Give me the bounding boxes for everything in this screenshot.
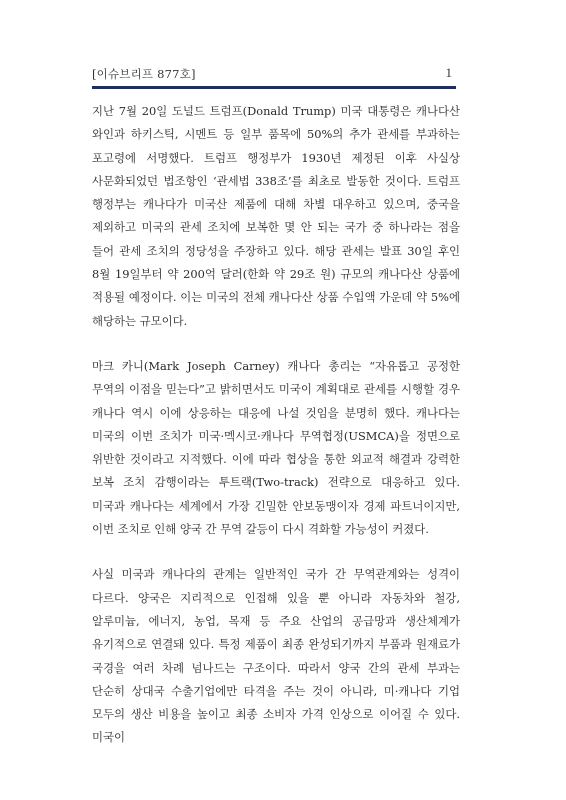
document-body xyxy=(92,100,460,750)
paragraph-2: 마크 카니(Mark Joseph Carney) 캐나다 총리는 “자유롭고 공정한 무역의 이점을 믿는다”고 밝히면서도 미국이 계획대로 관세를 시행할 경우 캐나다 역시 이에 상응하는 대응에 나설 것임을 분명히 했다. 캐나다는 미국의 이번 조치가 미국·멕시코·캐나다 무역협정(USMCA)을 정면으로 위반한 것이라고 지적했다. 이에 따라 협상을 통한 외교적 해결과 강력한 보복 조치 감행이라는 투트랙(Two-track) 전략으로 대응하고 있다. 미국과 캐나다는 세계에서 가장 긴밀한 안보동맹이자 경제 파트너이지만, 이번 조치로 인해 양국 간 무역 갈등이 다시 격화할 가능성이 커졌다. xyxy=(92,358,460,537)
paragraph-1: 지난 7월 20일 도널드 트럼프(Donald Trump) 미국 대통령은 캐나다산 와인과 하키스틱, 시멘트 등 일부 품목에 50%의 추가 관세를 부과하는 포고령에 서명했다. 트럼프 행정부가 1930년 제정된 이후 사실상 사문화되었던 법조항인 ‘관세법 338조’를 최초로 발동한 것이다. 트럼프 행정부는 캐나다가 미국산 제품에 대해 차별 대우하고 있으며, 중국을 제외하고 미국의 관세 조치에 보복한 몇 안 되는 국가 중 하나라는 점을 들어 관세 조치의 정당성을 주장하고 있다. 해당 관세는 발표 30일 후인 8월 19일부터 약 200억 달러(한화 약 29조 원) 규모의 캐나다산 상품에 적용될 예정이다. 이는 미국의 전체 캐나다산 상품 수입액 가운데 약 5%에 해당하는 규모이다. xyxy=(92,104,460,328)
header-rule xyxy=(92,86,456,89)
page-header xyxy=(92,64,454,86)
paragraph-3: 사실 미국과 캐나다의 관계는 일반적인 국가 간 무역관계와는 성격이 다르다. 양국은 지리적으로 인접해 있을 뿐 아니라 자동차와 철강, 알루미늄, 에너지, 농업, 목재 등 주요 산업의 공급망과 생산체계가 유기적으로 연결돼 있다. 특정 제품이 최종 완성되기까지 부품과 원재료가 국경을 여러 차례 넘나드는 구조이다. 따라서 양국 간의 관세 부과는 단순히 상대국 수출기업에만 타격을 주는 것이 아니라, 미·캐나다 기업 모두의 생산 비용을 높이고 최종 소비자 가격 인상으로 이어질 수 있다. 미국이 xyxy=(92,567,460,745)
page-number: 1 xyxy=(445,65,452,80)
header-title: [이슈브리프 877호] xyxy=(92,67,196,81)
